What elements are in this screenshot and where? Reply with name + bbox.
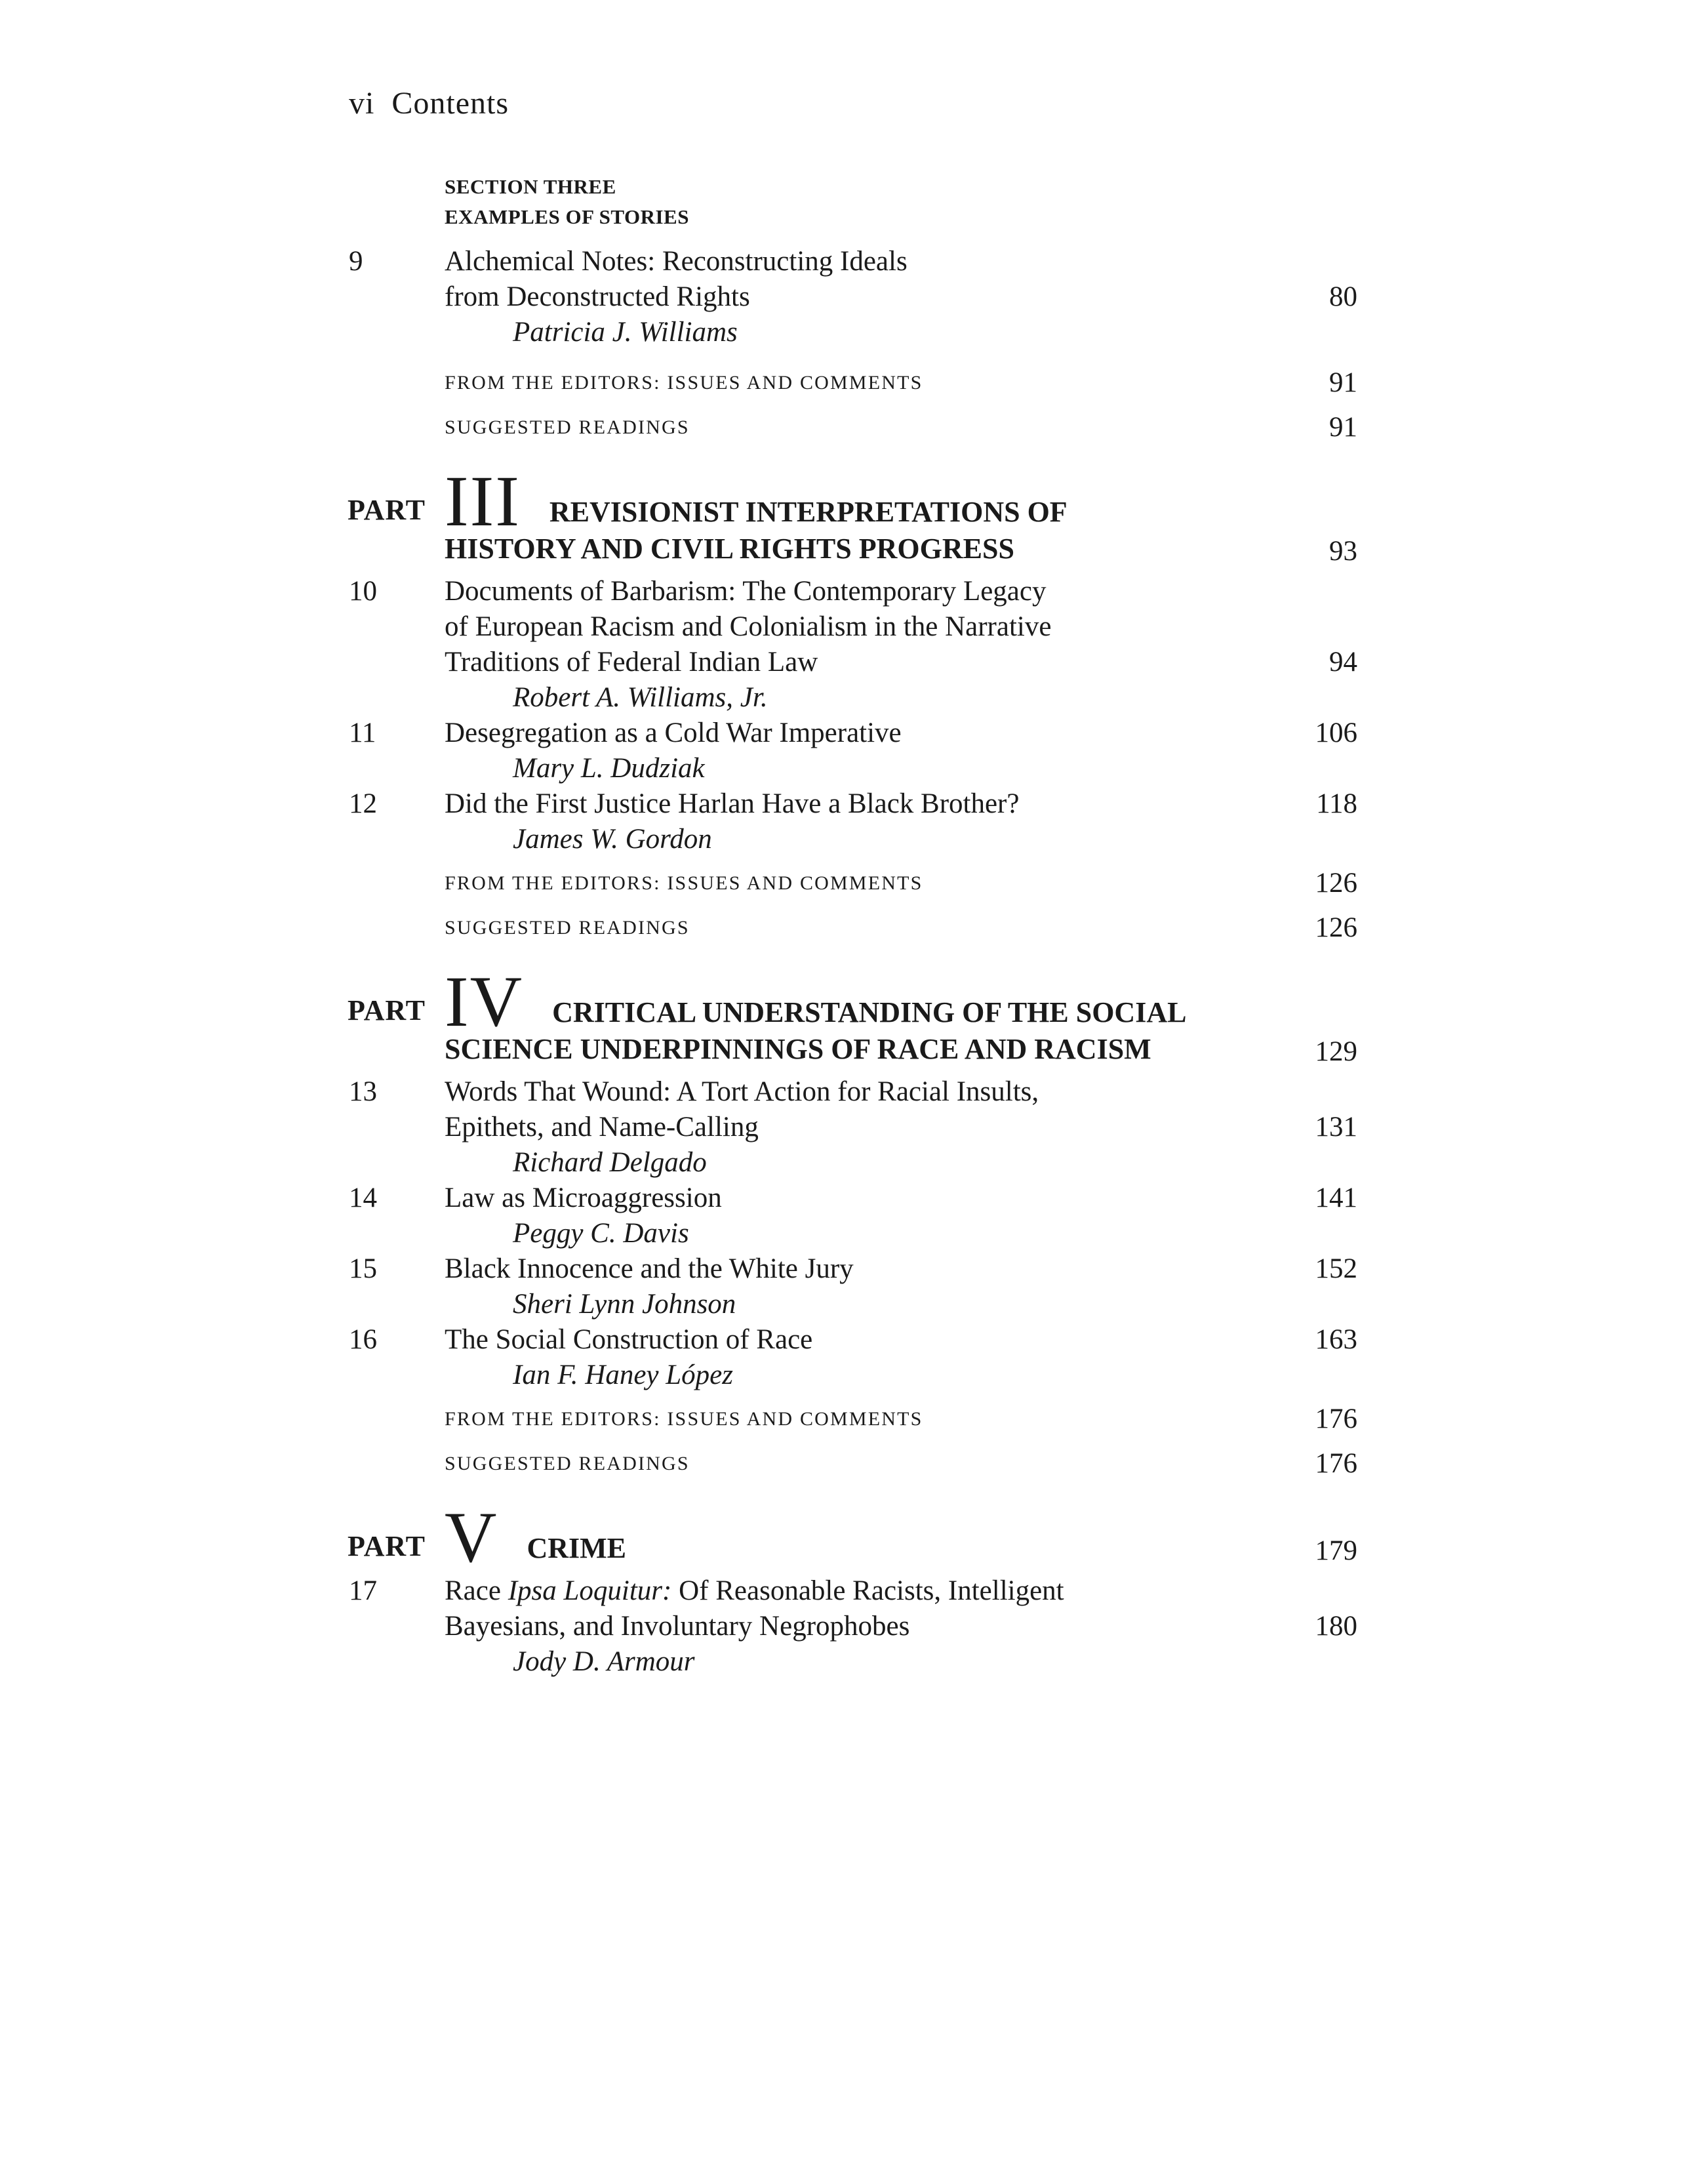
entry-title-text: Race xyxy=(445,1575,508,1606)
entry-author: Peggy C. Davis xyxy=(513,1218,689,1249)
part-title-line: SCIENCE UNDERPINNINGS OF RACE AND RACISM xyxy=(445,1033,1151,1065)
part-page-number: 129 xyxy=(1315,1036,1357,1067)
section-heading xyxy=(445,172,1357,232)
entry-author: Jody D. Armour xyxy=(513,1646,695,1677)
entry-author: Mary L. Dudziak xyxy=(513,753,705,784)
part-title xyxy=(445,461,1279,567)
entry-page-number: 141 xyxy=(1315,1183,1357,1213)
aux-page-number: 176 xyxy=(1315,1404,1357,1434)
table-of-contents xyxy=(348,172,1357,1680)
editors-comments-entry[interactable] xyxy=(445,361,1357,405)
entry-body xyxy=(445,574,1279,716)
chapter-number: 15 xyxy=(349,1253,377,1284)
entry-author: James W. Gordon xyxy=(513,824,712,855)
entry-body xyxy=(445,1181,1279,1251)
part-title xyxy=(445,1497,1279,1577)
entry-title-text: Of Reasonable Racists, Intelligent xyxy=(671,1575,1064,1606)
entry-body xyxy=(445,1251,1279,1322)
part-page-number: 179 xyxy=(1315,1535,1357,1566)
entry-title-line: Traditions of Federal Indian Law xyxy=(445,647,818,677)
entry-title-line: Documents of Barbarism: The Contemporary Legacy xyxy=(445,576,1047,607)
chapter-number: 11 xyxy=(349,718,376,748)
part-word: PART xyxy=(348,994,426,1026)
chapter-number: 10 xyxy=(349,576,377,607)
entry-page-number: 118 xyxy=(1316,788,1357,819)
toc-entry-11[interactable] xyxy=(348,716,1357,786)
entry-author: Robert A. Williams, Jr. xyxy=(513,682,768,713)
part-title-line: CRITICAL UNDERSTANDING OF THE SOCIAL xyxy=(552,996,1187,1028)
aux-page-number: 126 xyxy=(1315,868,1357,899)
toc-entry-9[interactable] xyxy=(348,244,1357,350)
aux-page-number: 176 xyxy=(1315,1448,1357,1479)
part-page-number: 93 xyxy=(1329,536,1357,567)
part-heading-3[interactable] xyxy=(348,461,1357,567)
running-head xyxy=(349,85,509,121)
chapter-number: 9 xyxy=(349,246,363,277)
toc-entry-12[interactable] xyxy=(348,786,1357,857)
aux-label: FROM THE EDITORS: ISSUES AND COMMENTS xyxy=(445,872,923,894)
page-folio: vi xyxy=(349,86,375,121)
entry-page-number: 152 xyxy=(1315,1253,1357,1284)
aux-page-number: 91 xyxy=(1329,367,1357,398)
suggested-readings-entry[interactable] xyxy=(445,1442,1357,1486)
entry-author: Patricia J. Williams xyxy=(513,317,738,348)
entry-title-line xyxy=(445,1573,1279,1609)
entry-author: Ian F. Haney López xyxy=(513,1360,734,1390)
editors-comments-entry[interactable] xyxy=(445,1397,1357,1442)
toc-entry-16[interactable] xyxy=(348,1322,1357,1393)
entry-page-number: 163 xyxy=(1315,1324,1357,1355)
chapter-number: 16 xyxy=(349,1324,377,1355)
part-title xyxy=(445,961,1279,1068)
entry-title-italic: Ipsa Loquitur: xyxy=(508,1575,672,1606)
entry-title-line: Epithets, and Name-Calling xyxy=(445,1112,759,1143)
aux-label: FROM THE EDITORS: ISSUES AND COMMENTS xyxy=(445,372,923,394)
entry-body xyxy=(445,244,1279,350)
chapter-number: 12 xyxy=(349,788,377,819)
toc-entry-15[interactable] xyxy=(348,1251,1357,1322)
entry-author: Sheri Lynn Johnson xyxy=(513,1289,736,1320)
entry-title-line: Bayesians, and Involuntary Negrophobes xyxy=(445,1611,910,1642)
aux-label: SUGGESTED READINGS xyxy=(445,917,690,939)
part-heading-5[interactable] xyxy=(348,1497,1357,1577)
aux-page-number: 126 xyxy=(1315,912,1357,943)
part-title-line: REVISIONIST INTERPRETATIONS OF xyxy=(549,496,1068,528)
entry-page-number: 80 xyxy=(1329,281,1357,312)
entry-page-number: 94 xyxy=(1329,647,1357,677)
entry-title-line: Words That Wound: A Tort Action for Racial Insults, xyxy=(445,1076,1039,1107)
part-roman-numeral: III xyxy=(445,461,521,541)
entry-title-line: Law as Microaggression xyxy=(445,1183,722,1213)
entry-body xyxy=(445,1074,1279,1181)
running-head-title: Contents xyxy=(391,86,509,121)
entry-title-line: Alchemical Notes: Reconstructing Ideals xyxy=(445,246,908,277)
entry-title-line: Black Innocence and the White Jury xyxy=(445,1253,854,1284)
aux-label: SUGGESTED READINGS xyxy=(445,1453,690,1474)
toc-entry-10[interactable] xyxy=(348,574,1357,716)
aux-label: FROM THE EDITORS: ISSUES AND COMMENTS xyxy=(445,1408,923,1430)
chapter-number: 13 xyxy=(349,1076,377,1107)
entry-title-line: from Deconstructed Rights xyxy=(445,281,750,312)
part-heading-4[interactable] xyxy=(348,961,1357,1068)
entry-author: Richard Delgado xyxy=(513,1147,707,1178)
toc-entry-13[interactable] xyxy=(348,1074,1357,1181)
aux-page-number: 91 xyxy=(1329,412,1357,443)
section-heading-line2: EXAMPLES OF STORIES xyxy=(445,205,689,228)
entry-page-number: 106 xyxy=(1315,718,1357,748)
part-word: PART xyxy=(348,494,426,526)
entry-body xyxy=(445,1322,1279,1393)
part-roman-numeral: IV xyxy=(445,961,524,1041)
entry-title-line: of European Racism and Colonialism in the Narrative xyxy=(445,611,1052,642)
toc-entry-14[interactable] xyxy=(348,1181,1357,1251)
section-heading-line1: SECTION THREE xyxy=(445,175,616,198)
part-word: PART xyxy=(348,1530,426,1562)
aux-label: SUGGESTED READINGS xyxy=(445,416,690,438)
part-roman-numeral: V xyxy=(445,1497,498,1577)
editors-comments-entry[interactable] xyxy=(445,861,1357,906)
chapter-number: 17 xyxy=(349,1575,377,1606)
entry-page-number: 131 xyxy=(1315,1112,1357,1143)
entry-title-line: The Social Construction of Race xyxy=(445,1324,813,1355)
suggested-readings-entry[interactable] xyxy=(445,906,1357,950)
toc-entry-17[interactable] xyxy=(348,1573,1357,1680)
entry-body xyxy=(445,786,1279,857)
part-title-line: CRIME xyxy=(527,1532,627,1564)
entry-body xyxy=(445,1573,1279,1680)
part-title-line: HISTORY AND CIVIL RIGHTS PROGRESS xyxy=(445,533,1014,565)
entry-body xyxy=(445,716,1279,786)
entry-title-line: Desegregation as a Cold War Imperative xyxy=(445,718,902,748)
suggested-readings-entry[interactable] xyxy=(445,405,1357,450)
entry-page-number: 180 xyxy=(1315,1611,1357,1642)
chapter-number: 14 xyxy=(349,1183,377,1213)
entry-title-line: Did the First Justice Harlan Have a Black Brother? xyxy=(445,788,1020,819)
